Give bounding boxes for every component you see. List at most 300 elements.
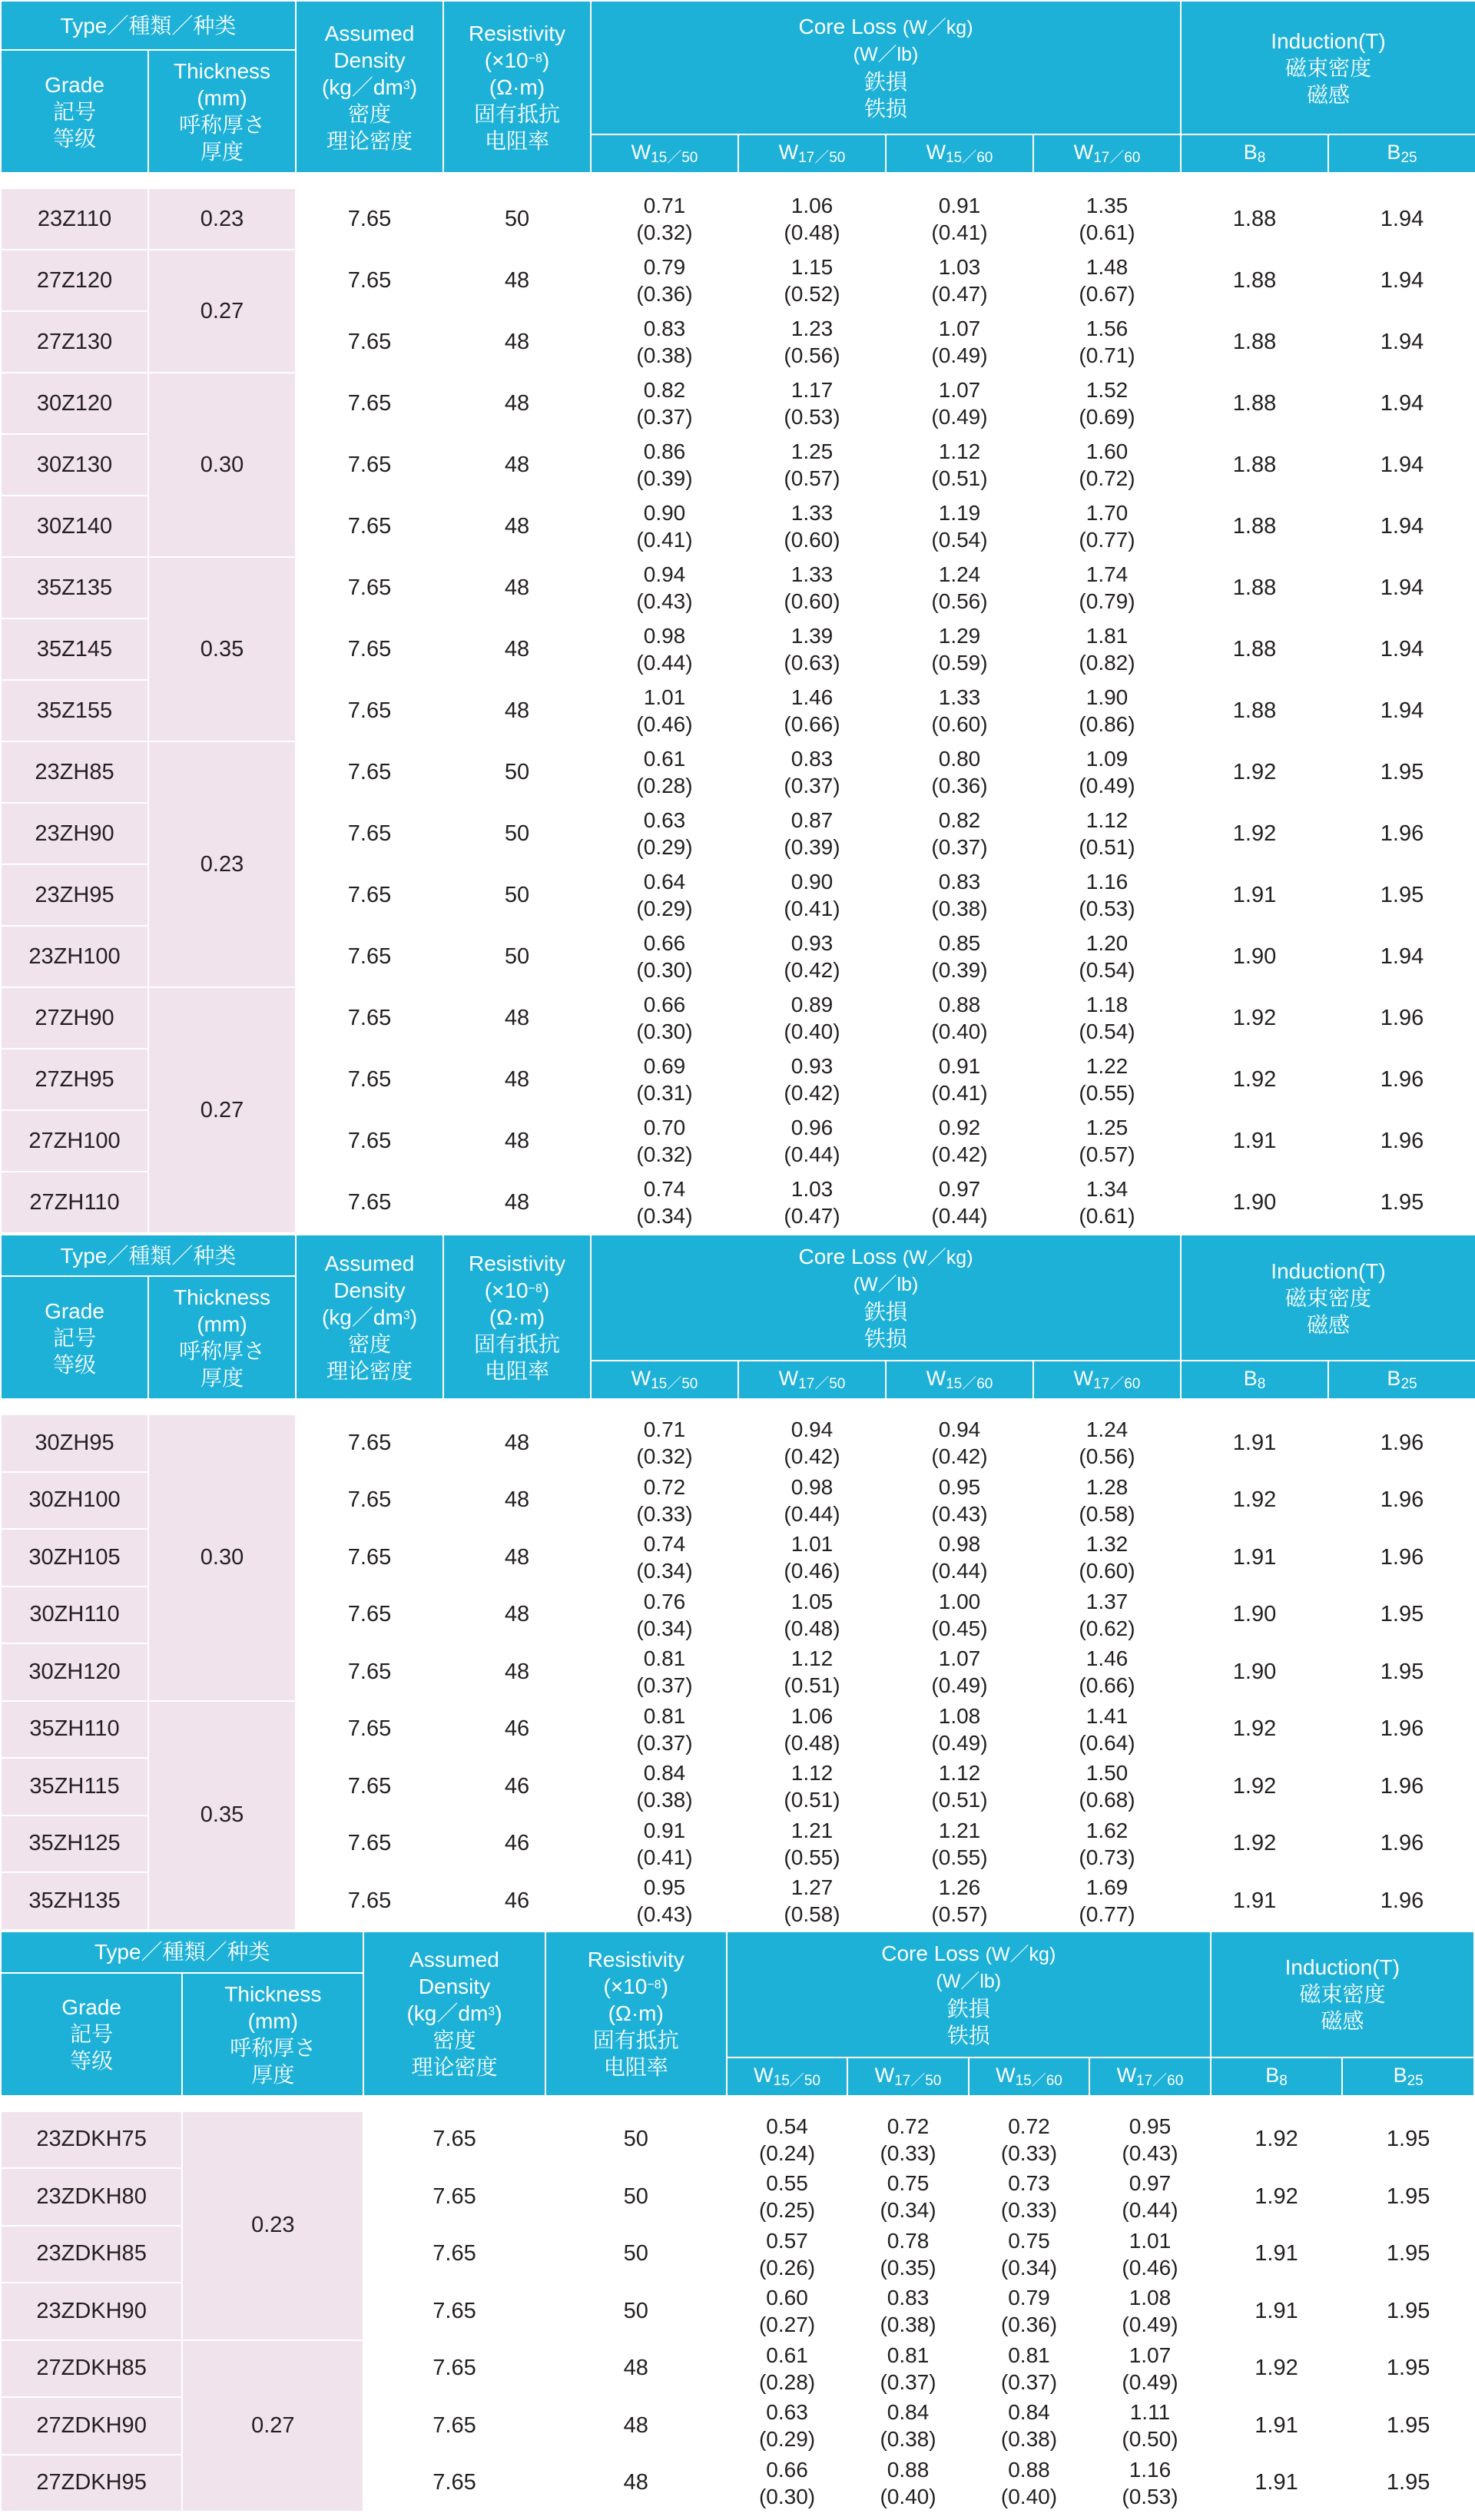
resistivity-label-zh: 电阻率 (603, 2055, 668, 2079)
core-loss-wkg: 1.00 (938, 1589, 981, 1613)
core-loss-wlb: (0.55) (1079, 1081, 1135, 1105)
core-loss-wlb: (0.63) (784, 651, 840, 675)
core-loss-wkg: 0.83 (643, 317, 686, 340)
induction-cell-b25: 1.95 (1328, 741, 1475, 803)
core-loss-cell-w17-60 (1033, 1872, 1181, 1930)
core-loss-wkg: 1.33 (791, 562, 834, 586)
loss-col-header-15-60: W15／60 (886, 1361, 1033, 1399)
core-loss-wlb: (0.36) (636, 282, 693, 306)
core-loss-wlb: (0.46) (636, 712, 693, 736)
thickness-label-1: (mm) (197, 1312, 247, 1336)
induction-cell-b8: 1.92 (1211, 2168, 1343, 2226)
loss-col-header-17-50: W17／50 (847, 2057, 968, 2096)
core-loss-wlb: (0.37) (636, 1730, 693, 1755)
core-loss-wlb: (0.49) (931, 1673, 988, 1698)
resistivity-cell: 50 (545, 2283, 727, 2340)
grade-cell: 23ZDKH75 (1, 2111, 182, 2169)
resistivity-cell: 46 (443, 1815, 591, 1873)
induction-cell-b25: 1.94 (1328, 680, 1475, 741)
core-loss-cell-w15-50 (591, 557, 738, 618)
core-loss-wkg: 0.98 (643, 624, 686, 648)
core-loss-cell-w17-50 (847, 2168, 968, 2226)
induction-cell-b25: 1.95 (1342, 2111, 1474, 2169)
table-row (1, 2340, 1474, 2398)
core-loss-wlb: (0.27) (758, 2313, 816, 2337)
grade-label-2: 等级 (52, 1352, 96, 1377)
core-loss-wlb: (0.49) (1122, 2369, 1178, 2394)
core-loss-wlb: (0.37) (1000, 2369, 1058, 2394)
resistivity-unit: (Ω·m) (608, 2001, 664, 2025)
core-loss-wkg: 0.54 (766, 2114, 808, 2138)
grade-cell: 35ZH125 (1, 1815, 148, 1873)
density-label-en: Assumed (409, 1948, 499, 1971)
core-loss-cell-w15-50 (591, 434, 738, 496)
thickness-label-1: (mm) (197, 86, 247, 110)
density-cell: 7.65 (296, 496, 443, 557)
core-loss-wlb: (0.44) (784, 1501, 840, 1526)
core-loss-label-ja: 鉄損 (863, 70, 907, 94)
density-label-zh: 理论密度 (326, 128, 413, 153)
core-loss-wlb: (0.57) (784, 466, 840, 490)
core-loss-cell-w17-60 (1033, 803, 1181, 864)
loss-col-header-15-50: W15／50 (591, 134, 738, 173)
core-loss-cell-w15-60 (969, 2226, 1089, 2283)
core-loss-wlb: (0.61) (1079, 220, 1135, 244)
core-loss-wlb: (0.39) (931, 958, 988, 982)
core-loss-cell-w17-50 (738, 741, 886, 803)
core-loss-wkg: 1.06 (791, 194, 834, 217)
thickness-label-0: Thickness (173, 59, 271, 83)
core-loss-cell-w15-60 (886, 1701, 1033, 1759)
resistivity-exp: −8 (528, 51, 542, 65)
core-loss-cell-w17-60 (1033, 1472, 1181, 1530)
core-loss-wkg: 0.92 (938, 1116, 981, 1139)
core-loss-wkg: 0.61 (643, 747, 686, 771)
induction-col-subscript: 25 (1400, 1376, 1417, 1392)
core-loss-cell-w17-60 (1033, 926, 1181, 987)
core-loss-wkg: 1.46 (791, 685, 834, 709)
induction-cell-b25: 1.95 (1342, 2226, 1474, 2283)
resistivity-label-zh: 电阻率 (484, 128, 549, 153)
induction-cell-b8: 1.91 (1211, 2455, 1343, 2512)
core-loss-cell-w17-60 (1033, 1758, 1181, 1815)
grade-cell: 27Z120 (1, 250, 148, 311)
resistivity-cell: 48 (443, 1643, 591, 1701)
induction-col-header-b25: B25 (1328, 134, 1475, 173)
core-loss-header (591, 1, 1181, 134)
core-loss-cell-w15-60 (886, 1758, 1033, 1815)
core-loss-cell-w17-50 (738, 1110, 886, 1172)
density-unit: $(kg/dm^3)$ (321, 75, 418, 99)
core-loss-cell-w17-60 (1033, 188, 1181, 250)
core-loss-wlb: (0.60) (784, 528, 840, 552)
induction-label-ja: 磁束密度 (1284, 55, 1371, 80)
grade-cell: 23ZDKH90 (1, 2283, 182, 2340)
induction-cell-b8: 1.88 (1181, 311, 1328, 373)
induction-cell-b25: 1.96 (1328, 1414, 1475, 1472)
grade-header (1, 1973, 182, 2096)
thickness-label-0: Thickness (173, 1285, 271, 1309)
core-loss-header (591, 1235, 1181, 1361)
thickness-header (182, 1973, 363, 2096)
core-loss-cell-w17-60 (1033, 741, 1181, 803)
grade-label-0: Grade (45, 1298, 104, 1323)
core-loss-wlb: (0.49) (931, 343, 988, 367)
core-loss-cell-w15-60 (886, 1643, 1033, 1701)
core-loss-cell-w17-50 (738, 1587, 886, 1644)
type-header: Type／種類／种类 (1, 1931, 363, 1973)
core-loss-wlb: (0.38) (1000, 2427, 1058, 2452)
induction-cell-b25: 1.95 (1328, 1643, 1475, 1701)
core-loss-wkg: 1.07 (938, 317, 981, 340)
density-label-ja: 密度 (347, 1331, 391, 1356)
table-row (1, 1414, 1475, 1472)
core-loss-wlb: (0.32) (636, 220, 693, 244)
resistivity-exp: −8 (528, 1282, 542, 1295)
thickness-cell: 0.27 (182, 2340, 363, 2512)
core-loss-cell-w15-60 (886, 311, 1033, 373)
core-loss-wlb: (0.34) (636, 1616, 693, 1640)
core-loss-wlb: (0.41) (636, 1845, 693, 1869)
core-loss-wkg: 0.63 (643, 808, 686, 832)
core-loss-cell-w17-60 (1033, 1643, 1181, 1701)
induction-cell-b25: 1.95 (1342, 2340, 1474, 2398)
core-loss-cell-w17-50 (738, 557, 886, 618)
resistivity-header (443, 1235, 591, 1399)
density-cell: 7.65 (363, 2226, 545, 2283)
core-loss-wlb: (0.53) (1122, 2484, 1178, 2508)
core-loss-wkg: 0.63 (766, 2400, 808, 2425)
core-loss-cell-w17-50 (738, 434, 886, 496)
density-unit: $(kg/dm^3)$ (321, 1305, 418, 1329)
core-loss-label-ja: 鉄損 (946, 1996, 990, 2021)
core-loss-cell-w17-60 (1033, 1414, 1181, 1472)
density-cell: 7.65 (363, 2111, 545, 2169)
loss-col-header-17-60: W17／60 (1033, 134, 1181, 173)
induction-cell-b8: 1.91 (1181, 1110, 1328, 1172)
density-cell: 7.65 (296, 188, 443, 250)
induction-cell-b8: 1.88 (1181, 618, 1328, 680)
core-loss-label-zh: 铁损 (863, 1327, 907, 1351)
core-loss-wlb: (0.34) (880, 2198, 936, 2223)
resistivity-cell: 48 (545, 2340, 727, 2398)
core-loss-wkg: 0.70 (643, 1116, 686, 1139)
core-loss-cell-w15-50 (591, 1701, 738, 1759)
core-loss-cell-w17-60 (1089, 2455, 1210, 2512)
core-loss-cell-w15-60 (886, 803, 1033, 864)
core-loss-wkg: 1.21 (938, 1818, 981, 1842)
table-row (1, 741, 1475, 803)
thickness-cell: 0.35 (148, 557, 296, 741)
core-loss-unit-lb: (W／lb) (936, 1970, 1002, 1992)
grade-cell: 27Z130 (1, 311, 148, 373)
induction-col-header-b8: B8 (1211, 2057, 1343, 2096)
core-loss-wkg: 1.24 (938, 562, 981, 586)
density-cell: 7.65 (296, 1643, 443, 1701)
core-loss-cell-w17-50 (738, 1701, 886, 1759)
core-loss-wlb: (0.43) (636, 589, 693, 613)
induction-col-header-b8: B8 (1181, 1361, 1328, 1399)
core-loss-wkg: 0.91 (643, 1818, 686, 1842)
core-loss-cell-w15-60 (886, 987, 1033, 1049)
core-loss-wkg: 0.95 (1129, 2114, 1172, 2138)
core-loss-wlb: (0.41) (636, 528, 693, 552)
thickness-cell: 0.30 (148, 373, 296, 557)
core-loss-wkg: 1.37 (1086, 1589, 1129, 1613)
resistivity-scale: $(\times 10^{-8})$ (603, 1975, 668, 1998)
core-loss-wkg: 0.60 (766, 2286, 808, 2310)
resistivity-cell: 46 (443, 1758, 591, 1815)
core-loss-cell-w17-50 (847, 2455, 968, 2512)
induction-cell-b8: 1.88 (1181, 250, 1328, 311)
core-loss-wkg: 1.74 (1086, 562, 1129, 586)
core-loss-cell-w15-50 (727, 2226, 847, 2283)
core-loss-wlb: (0.36) (1000, 2313, 1058, 2337)
resistivity-cell: 48 (545, 2455, 727, 2512)
core-loss-cell-w15-50 (591, 1472, 738, 1530)
core-loss-wlb: (0.38) (880, 2313, 936, 2337)
core-loss-wkg: 1.12 (938, 1761, 981, 1786)
core-loss-cell-w17-60 (1033, 864, 1181, 926)
density-cell: 7.65 (296, 250, 443, 311)
core-loss-unit-lb: (W／lb) (853, 44, 919, 65)
induction-cell-b25: 1.94 (1328, 311, 1475, 373)
core-loss-cell-w15-50 (591, 1758, 738, 1815)
core-loss-wlb: (0.34) (1000, 2255, 1058, 2280)
grade-table-1 (0, 0, 1475, 1234)
grade-cell: 27ZH100 (1, 1110, 148, 1172)
induction-cell-b25: 1.95 (1342, 2168, 1474, 2226)
core-loss-wkg: 0.75 (887, 2171, 930, 2196)
core-loss-wkg: 1.70 (1086, 501, 1129, 525)
core-loss-wkg: 1.29 (938, 624, 981, 648)
core-loss-cell-w15-60 (969, 2168, 1089, 2226)
core-loss-cell-w15-50 (591, 1529, 738, 1587)
induction-cell-b8: 1.92 (1181, 1701, 1328, 1759)
core-loss-wkg: 1.15 (791, 255, 834, 279)
grade-cell: 27ZDKH90 (1, 2397, 182, 2455)
core-loss-wlb: (0.29) (636, 835, 693, 859)
core-loss-cell-w17-50 (847, 2111, 968, 2169)
density-cell: 7.65 (296, 741, 443, 803)
core-loss-cell-w15-50 (591, 1587, 738, 1644)
core-loss-cell-w15-60 (886, 1472, 1033, 1530)
induction-header (1211, 1931, 1474, 2057)
density-cell: 7.65 (363, 2168, 545, 2226)
density-cell: 7.65 (296, 680, 443, 741)
grade-cell: 23ZH100 (1, 926, 148, 987)
core-loss-cell-w15-50 (591, 926, 738, 987)
core-loss-wkg: 1.24 (1086, 1418, 1129, 1442)
core-loss-cell-w17-50 (738, 987, 886, 1049)
core-loss-wlb: (0.69) (1079, 405, 1135, 429)
density-unit-exp: 3 (403, 1308, 410, 1322)
core-loss-wkg: 0.87 (791, 808, 834, 832)
core-loss-cell-w15-50 (591, 496, 738, 557)
core-loss-wkg: 0.88 (1008, 2457, 1050, 2482)
grade-label-0: Grade (61, 1995, 122, 2019)
induction-cell-b8: 1.92 (1181, 1758, 1328, 1815)
type-header: Type／種類／种类 (1, 1235, 296, 1276)
core-loss-wlb: (0.37) (636, 405, 693, 429)
core-loss-cell-w17-50 (738, 1758, 886, 1815)
core-loss-wlb: (0.40) (1000, 2484, 1058, 2508)
core-loss-wkg: 0.86 (643, 439, 686, 463)
core-loss-wkg: 1.35 (1086, 194, 1129, 217)
core-loss-wkg: 0.71 (643, 1418, 686, 1442)
core-loss-cell-w17-50 (847, 2283, 968, 2340)
core-loss-wlb: (0.41) (931, 220, 988, 244)
density-label-zh: 理论密度 (411, 2055, 498, 2079)
resistivity-label-ja: 固有抵抗 (473, 1331, 560, 1356)
density-cell: 7.65 (296, 1529, 443, 1587)
core-loss-wlb: (0.44) (931, 1559, 988, 1583)
grade-cell: 27ZH90 (1, 987, 148, 1049)
thickness-label-3: 厚度 (200, 140, 244, 164)
core-loss-wlb: (0.33) (1000, 2140, 1058, 2165)
core-loss-wlb: (0.46) (1122, 2255, 1178, 2280)
loss-col-subscript: 15／50 (773, 2072, 820, 2089)
core-loss-cell-w17-60 (1033, 1587, 1181, 1644)
induction-cell-b25: 1.96 (1328, 1472, 1475, 1530)
resistivity-header (443, 1, 591, 173)
core-loss-wlb: (0.32) (636, 1142, 693, 1166)
resistivity-unit: (Ω·m) (489, 1305, 545, 1329)
thickness-cell: 0.23 (148, 741, 296, 987)
density-cell: 7.65 (296, 618, 443, 680)
core-loss-wlb: (0.38) (636, 343, 693, 367)
induction-cell-b25: 1.94 (1328, 250, 1475, 311)
core-loss-wlb: (0.77) (1079, 1902, 1135, 1927)
core-loss-wlb: (0.32) (636, 1444, 693, 1469)
induction-cell-b25: 1.95 (1342, 2397, 1474, 2455)
induction-cell-b25: 1.94 (1328, 926, 1475, 987)
core-loss-wlb: (0.37) (784, 774, 840, 797)
core-loss-cell-w15-60 (886, 680, 1033, 741)
loss-col-subscript: 17／50 (894, 2072, 942, 2089)
core-loss-wlb: (0.30) (636, 958, 693, 982)
table-row (1, 188, 1475, 250)
core-loss-wkg: 1.39 (791, 624, 834, 648)
core-loss-cell-w15-50 (591, 1643, 738, 1701)
induction-cell-b25: 1.95 (1328, 1172, 1475, 1233)
core-loss-cell-w15-60 (886, 1587, 1033, 1644)
core-loss-wlb: (0.29) (758, 2427, 816, 2452)
core-loss-wkg: 0.84 (887, 2400, 930, 2425)
core-loss-cell-w17-60 (1033, 496, 1181, 557)
resistivity-cell: 50 (443, 803, 591, 864)
core-loss-cell-w17-50 (738, 188, 886, 250)
core-loss-wkg: 0.97 (1129, 2171, 1172, 2196)
core-loss-wlb: (0.50) (1122, 2427, 1178, 2452)
core-loss-wkg: 0.74 (643, 1532, 686, 1557)
core-loss-wlb: (0.49) (931, 1730, 988, 1755)
core-loss-wkg: 1.07 (938, 378, 981, 402)
core-loss-cell-w15-50 (591, 864, 738, 926)
resistivity-scale: $(\times 10^{-8})$ (484, 48, 550, 72)
core-loss-wlb: (0.71) (1079, 343, 1135, 367)
core-loss-unit-kg: (W／kg) (902, 17, 973, 38)
resistivity-cell: 48 (443, 1110, 591, 1172)
core-loss-cell-w15-50 (591, 680, 738, 741)
grade-cell: 30Z130 (1, 434, 148, 496)
core-loss-wlb: (0.49) (1079, 774, 1135, 797)
grade-cell: 35ZH110 (1, 1701, 148, 1759)
core-loss-wlb: (0.35) (880, 2255, 936, 2280)
grade-label-1: 記号 (70, 2022, 114, 2046)
core-loss-title: Core Loss (W／kg) (798, 15, 973, 38)
core-loss-cell-w15-50 (591, 1414, 738, 1472)
core-loss-wkg: 1.33 (791, 501, 834, 525)
grade-cell: 30ZH120 (1, 1643, 148, 1701)
core-loss-wkg: 1.16 (1129, 2457, 1172, 2482)
core-loss-cell-w15-50 (591, 1110, 738, 1172)
core-loss-cell-w17-50 (738, 1815, 886, 1873)
core-loss-wkg: 1.22 (1086, 1054, 1129, 1078)
resistivity-cell: 50 (545, 2111, 727, 2169)
core-loss-wkg: 0.78 (887, 2228, 930, 2253)
thickness-cell: 0.27 (148, 987, 296, 1233)
core-loss-cell-w17-60 (1033, 680, 1181, 741)
loss-col-header-17-60: W17／60 (1089, 2057, 1210, 2096)
resistivity-cell: 48 (443, 1172, 591, 1233)
density-cell: 7.65 (296, 1587, 443, 1644)
density-unit-exp: 3 (488, 2005, 496, 2018)
resistivity-cell: 50 (443, 741, 591, 803)
table-row (1, 250, 1475, 311)
core-loss-cell-w17-60 (1033, 434, 1181, 496)
loss-col-header-17-50: W17／50 (738, 134, 886, 173)
core-loss-wlb: (0.60) (784, 589, 840, 613)
core-loss-cell-w17-50 (738, 1414, 886, 1472)
density-cell: 7.65 (363, 2340, 545, 2398)
core-loss-cell-w15-60 (886, 741, 1033, 803)
induction-cell-b8: 1.88 (1181, 188, 1328, 250)
induction-cell-b8: 1.92 (1181, 1815, 1328, 1873)
core-loss-wlb: (0.44) (1122, 2198, 1178, 2223)
thickness-cell: 0.27 (148, 250, 296, 373)
induction-header (1181, 1235, 1475, 1361)
density-cell: 7.65 (296, 1414, 443, 1472)
grade-cell: 35Z155 (1, 680, 148, 741)
core-loss-cell-w17-50 (738, 1529, 886, 1587)
induction-cell-b8: 1.90 (1181, 1172, 1328, 1233)
grade-table-2 (0, 1234, 1475, 1931)
density-label-en: Assumed (324, 1251, 415, 1275)
grade-cell: 35Z135 (1, 557, 148, 618)
grade-cell: 35ZH135 (1, 1872, 148, 1930)
density-label-en: Assumed (324, 21, 415, 45)
core-loss-wlb: (0.43) (636, 1902, 693, 1927)
core-loss-wkg: 1.41 (1086, 1703, 1129, 1728)
core-loss-wlb: (0.66) (1079, 1673, 1135, 1698)
core-loss-wlb: (0.58) (1079, 1501, 1135, 1526)
thickness-label-3: 厚度 (200, 1366, 244, 1390)
induction-cell-b8: 1.88 (1181, 373, 1328, 434)
resistivity-scale: $(\times 10^{-8})$ (484, 1278, 550, 1302)
core-loss-wkg: 0.85 (938, 931, 981, 955)
core-loss-wlb: (0.51) (784, 1788, 840, 1812)
grade-label-2: 等级 (70, 2049, 114, 2073)
grade-cell: 30ZH100 (1, 1472, 148, 1530)
core-loss-wkg: 1.09 (1086, 747, 1129, 771)
density-cell: 7.65 (296, 557, 443, 618)
core-loss-wkg: 0.93 (791, 931, 834, 955)
induction-cell-b8: 1.88 (1181, 496, 1328, 557)
core-loss-wkg: 1.32 (1086, 1532, 1129, 1557)
core-loss-wlb: (0.51) (931, 1788, 988, 1812)
induction-cell-b25: 1.94 (1328, 434, 1475, 496)
